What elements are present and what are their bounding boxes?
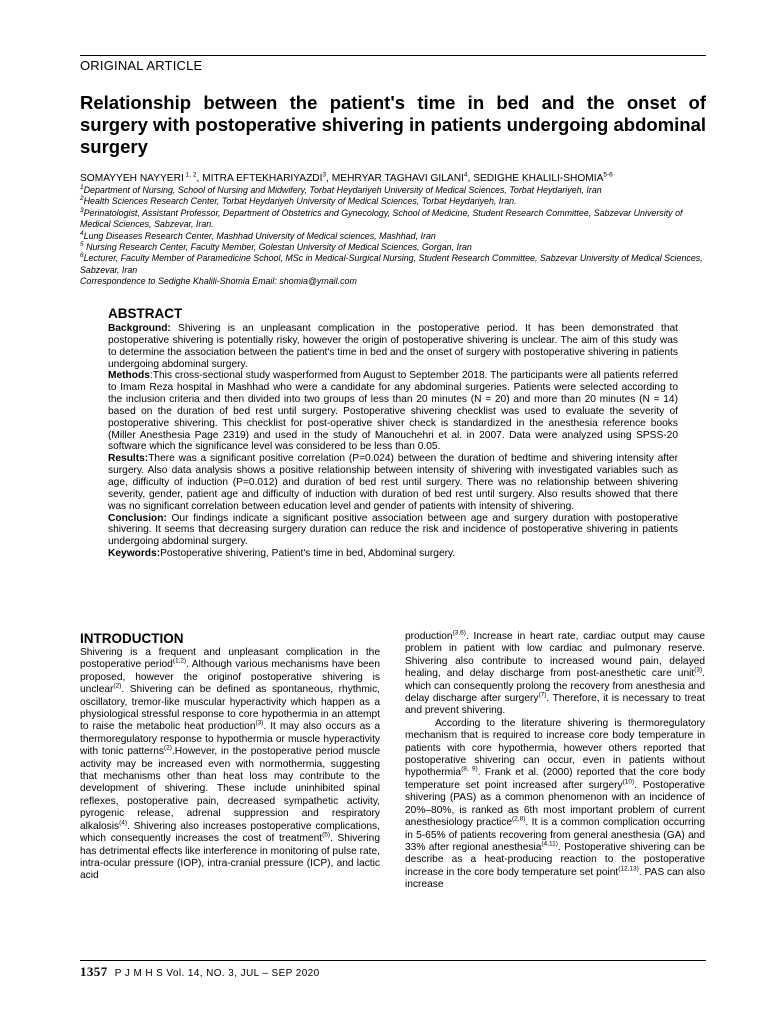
correspondence: Correspondence to Sedighe Khalili-Shomia Email: shomia@ymail.com xyxy=(80,276,357,287)
citation-ref: (8, 9) xyxy=(461,766,478,774)
citation-ref: (2,8) xyxy=(512,815,526,823)
citation-ref: (2) xyxy=(164,744,172,752)
abstract-results: Results:There was a significant positive correlation (P=0.024) between the duration of bedtime and shivering intensity after surgery. Also data analysis shows a positive relationship between intensity of shivering with investigated variables such as age, difficulty of induction (P=0.012) and duration of bed rest until surgery. There was no relationship between shivering severity, gender, patient age and difficulty of induction with duration of bed rest until surgery. Also results showed that there was no significant correlation between education level and gender of patients with intensity of shivering. xyxy=(108,453,678,512)
intro-paragraph: Shivering is a frequent and unpleasant complication in the postoperative period$^{(1,2)}$. Although various mechanisms have been proposed, however the originof postoperative shivering is unclear$^{(2)}$. Shivering can be defined as spontaneous, rhythmic, oscillatory, tremor-like muscular hyperactivity which happen as a physiological stressful response to core hypothermia in an attempt to raise the metabolic heat production$^{(3)}$. It may also occurs as a thermoregulatory response to hypothermia or muscle hyperactivity with tonic patterns$^{(2)}$.However, in the postoperative period muscle activity may be increased even with normothermia, suggesting that mechanisms other than heat loss may contribute to the development of shivering. These include uninhibited spinal reflexes, postoperative pain, decreased sympathetic activity, pyrogenic release, adrenal suppression and respiratory alkalosis$^{(4)}$. Shivering also increases postoperative complications, which consequently increases the cost of treatment$^{(5)}$. Shivering has detrimental effects like interference in monitoring of pulse rate, intra-ocular pressure (IOP), intra-cranial pressure (ICP), and lactic acid xyxy=(80,647,381,882)
article-type-label: ORIGINAL ARTICLE xyxy=(80,58,203,73)
affiliation: $^6$Lecturer, Faculty Member of Paramedicine School, MSc in Medical-Surgical Nursing, Student Research Committee, Sabzevar University of Medical Sciences, Sabzevar, Iran xyxy=(80,252,703,275)
footer-rule xyxy=(80,960,706,961)
intro-column-right xyxy=(405,631,705,892)
header-rule xyxy=(80,55,706,56)
affiliation-list xyxy=(80,185,706,288)
author: SEDIGHE KHALILI-SHOMIA$^{5-6}$ xyxy=(473,171,613,184)
page-number: 1357 xyxy=(80,964,108,979)
abstract xyxy=(108,306,678,560)
citation-ref: (4,11) xyxy=(541,840,558,848)
citation-ref: (2) xyxy=(113,682,122,690)
abstract-background: Background: Shivering is an unpleasant complication in the postoperative period. It has been demonstrated that postoperative shivering is potentially risky, however the origin of postoperative shivering is unclear. The aim of this study was to determine the association between the patient's time in bed and the onset of surgery with postoperative shivering in patients undergoing abdominal surgery. xyxy=(108,323,678,370)
affiliation: $^4$Lung Diseases Research Center, Mashhad University of Medical sciences, Mashhad, Iran xyxy=(80,229,436,241)
affiliation: $^3$Perinatologist, Assistant Professor, Department of Obstetrics and Gynecology, School of Medicine, Student Research Committee, Sabzevar University of Medical Sciences, Sabzevar, Iran. xyxy=(80,206,683,230)
page-footer xyxy=(80,964,320,980)
citation-ref: (4) xyxy=(119,819,128,827)
journal-info: P J M H S Vol. 14, NO. 3, JUL – SEP 2020 xyxy=(114,968,320,979)
affiliation: $^5$ Nursing Research Center, Faculty Member, Golestan University of Medical Sciences, Gorgan, Iran xyxy=(80,241,472,253)
citation-ref: (7) xyxy=(538,691,547,699)
article-title: Relationship between the patient's time in bed and the onset of surgery with postoperative shivering in patients undergoing abdominal surgery xyxy=(80,92,707,157)
citation-ref: (1,2) xyxy=(172,658,187,666)
citation-ref: (10) xyxy=(622,778,635,786)
intro-paragraph: production$^{(3,6)}$. Increase in heart rate, cardiac output may cause problem in patient with low cardiac and pulmonary reserve. Shivering also contribute to increased wound pain, delayed healing, and delay discharge from post-anesthetic care unit$^{(3)}$. which can consequently prolong the recovery from anesthesia and delay discharge after surgery$^{(7)}$. Therefore, it is necessary to treat and prevent shivering. xyxy=(405,629,705,717)
author: MEHRYAR TAGHAVI GILANI$^4$, xyxy=(331,171,474,184)
author-list xyxy=(80,172,706,185)
abstract-heading: ABSTRACT xyxy=(108,306,183,321)
intro-column-left xyxy=(80,647,380,883)
citation-ref: (12,13) xyxy=(618,865,639,873)
affiliation: $^2$Health Sciences Research Center, Torbat Heydariyeh University of Medical Sciences, Torbat Heydariyeh, Iran. xyxy=(80,195,517,207)
author: MITRA EFTEKHARIYAZDI$^3$, xyxy=(202,171,332,184)
affiliation: $^1$Department of Nursing, School of Nursing and Midwifery, Torbat Heydariyeh University of Medical Sciences, Torbat Heydariyeh, Iran xyxy=(80,184,602,195)
abstract-keywords: Keywords:Postoperative shivering, Patient's time in bed, Abdominal surgery. xyxy=(108,548,456,560)
author: SOMAYYEH NAYYERI $^{1, 2}$, xyxy=(80,171,203,184)
citation-ref: (5) xyxy=(322,831,331,839)
abstract-methods: Methods:This cross-sectional study wasperformed from August to September 2018. The participants were all patients referred to Imam Reza hospital in Mashhad who were a candidate for any abdominal surgeries. Patients were selected according to the inclusion criteria and then divided into two groups of less than 20 minutes (N = 20) and more than 20 minutes (N = 14) based on the duration of bed rest until surgery. Postoperative shivering checklist was used to evaluate the severity of postoperative shivering. This checklist for post-operative shiver check is standardized in the anesthesia reference books (Miller Anesthesia Page 2319) and used in the study of Manouchehri et al. in 2007. Data were analyzed using SPSS-20 software which the significance level was considered to be less than 0.05. xyxy=(108,370,678,453)
intro-paragraph: According to the literature shivering is thermoregulatory mechanism that is required to increase core body temperature in patients with core hypothermia, however others reported that postoperative shivering can occur, even in patients without hypothermia$^{(8, 9)}$. Frank et al. (2000) reported that the core body temperature set point increased after surgery$^{(10)}$. Postoperative shivering (PAS) as a common phenomenon with an incidence of 20%–80%, is ranked as 6th most important problem of current anesthesiology practice$^{(2,8)}$. It is a common complication occurring in 5-65% of patients recovering from general anesthesia (GA) and 33% after regional anesthesia$^{(4,11)}$. Postoperative shivering can be describe as a heat-producing reaction to the postoperative increase in the core body temperature set point$^{(12,13)}$. PAS can also increase xyxy=(405,717,706,891)
citation-ref: (3) xyxy=(255,720,264,728)
introduction-heading: INTRODUCTION xyxy=(80,631,184,646)
citation-ref: (3) xyxy=(694,666,703,674)
citation-ref: (3,6) xyxy=(452,629,466,637)
abstract-conclusion: Conclusion: Our findings indicate a significant positive association between age and surgery duration with postoperative shivering. It seems that decreasing surgery duration can reduce the risk and incidence of postoperative shivering in patients undergoing abdominal surgery. xyxy=(108,512,678,548)
